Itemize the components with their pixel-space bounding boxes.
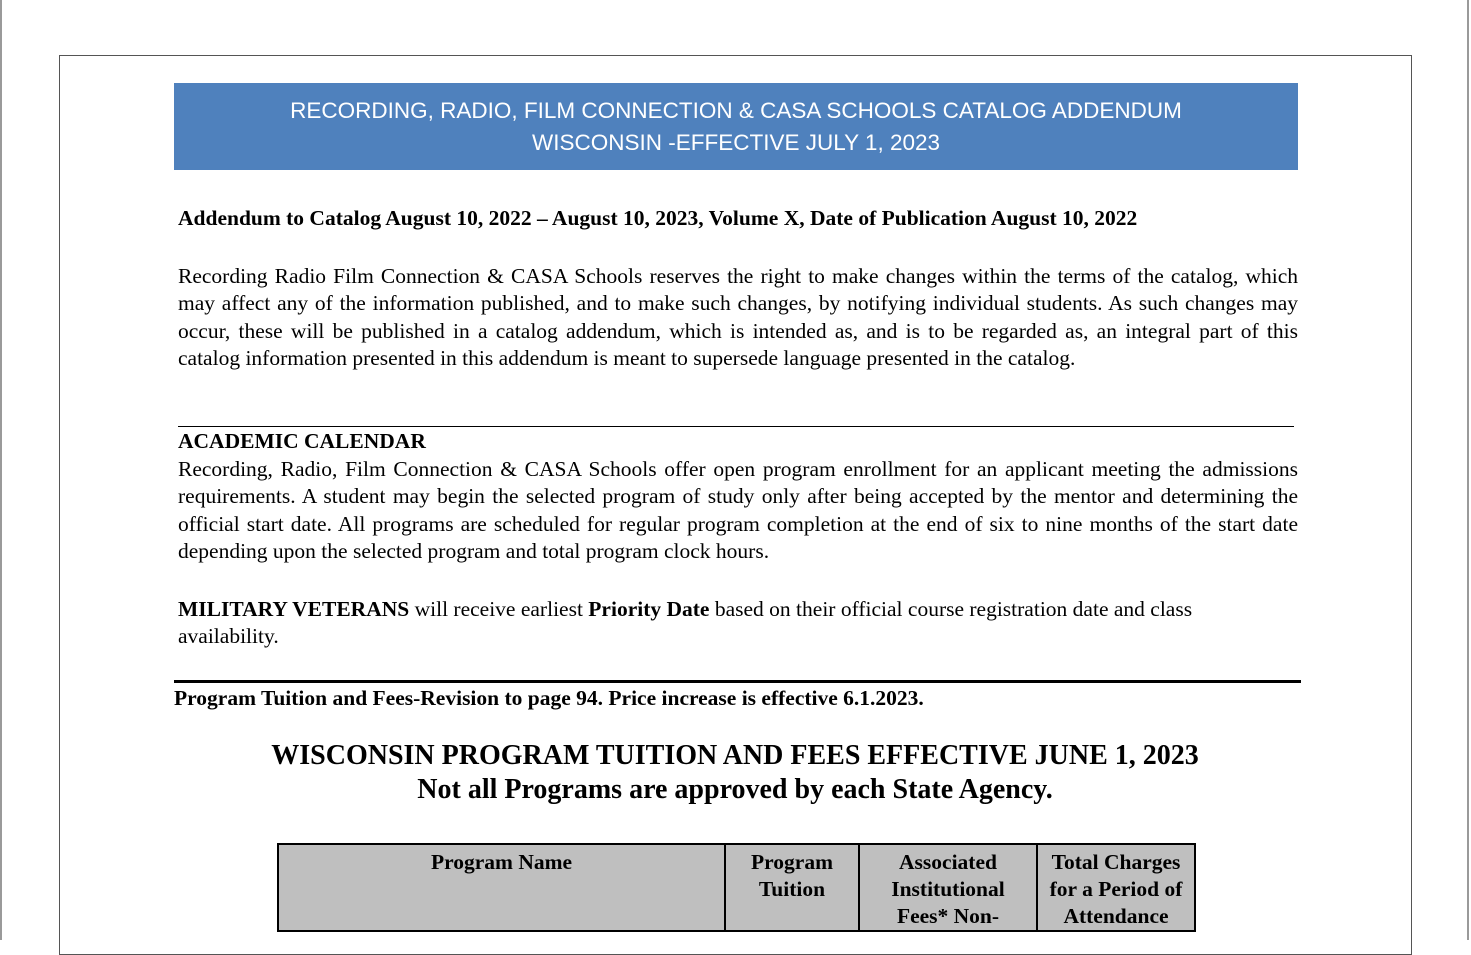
revision-note: Program Tuition and Fees-Revision to page 94. Price increase is effective 6.1.2023. (174, 686, 924, 710)
priority-date-label: Priority Date (588, 597, 710, 621)
tuition-table (277, 843, 1196, 932)
header-associated-fees (859, 844, 1037, 931)
tuition-title (160, 739, 1310, 807)
tuition-title-line-2: Not all Programs are approved by each State Agency. (417, 774, 1053, 805)
revision-divider (174, 680, 1301, 683)
header-cell-line: Associated (899, 850, 997, 874)
header-program-name (278, 844, 725, 931)
catalog-banner (174, 83, 1298, 170)
header-cell-line: Program (751, 850, 833, 874)
header-cell-line: for a Period of (1049, 877, 1183, 901)
header-total-charges (1037, 844, 1195, 931)
section-divider (178, 426, 1294, 427)
veterans-text-2: based on their official course registration date and class availability. (178, 597, 1193, 649)
academic-calendar-body: Recording, Radio, Film Connection & CASA Schools offer open program enrollment for an applicant meeting the admissions requirements. A student may begin the selected program of study only after being accepted by the mentor and determining the official start date. All programs are scheduled for regular program completion at the end of six to nine months of the start date depending upon the selected program and total program clock hours. (178, 457, 1298, 563)
header-cell-line: Fees* Non- (896, 904, 1000, 928)
header-program-tuition (725, 844, 859, 931)
veterans-text-1: will receive earliest (409, 597, 589, 621)
banner-title-line-2: WISCONSIN -EFFECTIVE JULY 1, 2023 (531, 130, 941, 155)
header-cell-line: Total Charges (1051, 850, 1181, 874)
veterans-lead: MILITARY VETERANS (178, 597, 410, 621)
table-header-row (278, 844, 1195, 931)
intro-paragraph: Recording Radio Film Connection & CASA Schools reserves the right to make changes within the terms of the catalog, which may affect any of the information published, and to make such changes, by notifying individual students. As such changes may occur, these will be published in a catalog addendum, which is intended as, and is to be regarded as, an integral part of this catalog information presented in this addendum is meant to supersede language presented in the catalog. (178, 264, 1298, 370)
header-cell-line: Program Name (430, 850, 573, 874)
academic-calendar-heading: ACADEMIC CALENDAR (178, 429, 426, 453)
veterans-paragraph (178, 596, 1288, 651)
document-page (59, 55, 1412, 955)
addendum-info: Addendum to Catalog August 10, 2022 – August 10, 2023, Volume X, Date of Publication August 10, 2022 (178, 206, 1138, 230)
header-cell-line: Attendance (1063, 904, 1169, 928)
banner-title-line-1: RECORDING, RADIO, FILM CONNECTION & CASA SCHOOLS CATALOG ADDENDUM (290, 98, 1182, 123)
header-cell-line: Tuition (758, 877, 826, 901)
tuition-title-line-1: WISCONSIN PROGRAM TUITION AND FEES EFFECTIVE JUNE 1, 2023 (271, 740, 1199, 771)
header-cell-line: Institutional (891, 877, 1005, 901)
